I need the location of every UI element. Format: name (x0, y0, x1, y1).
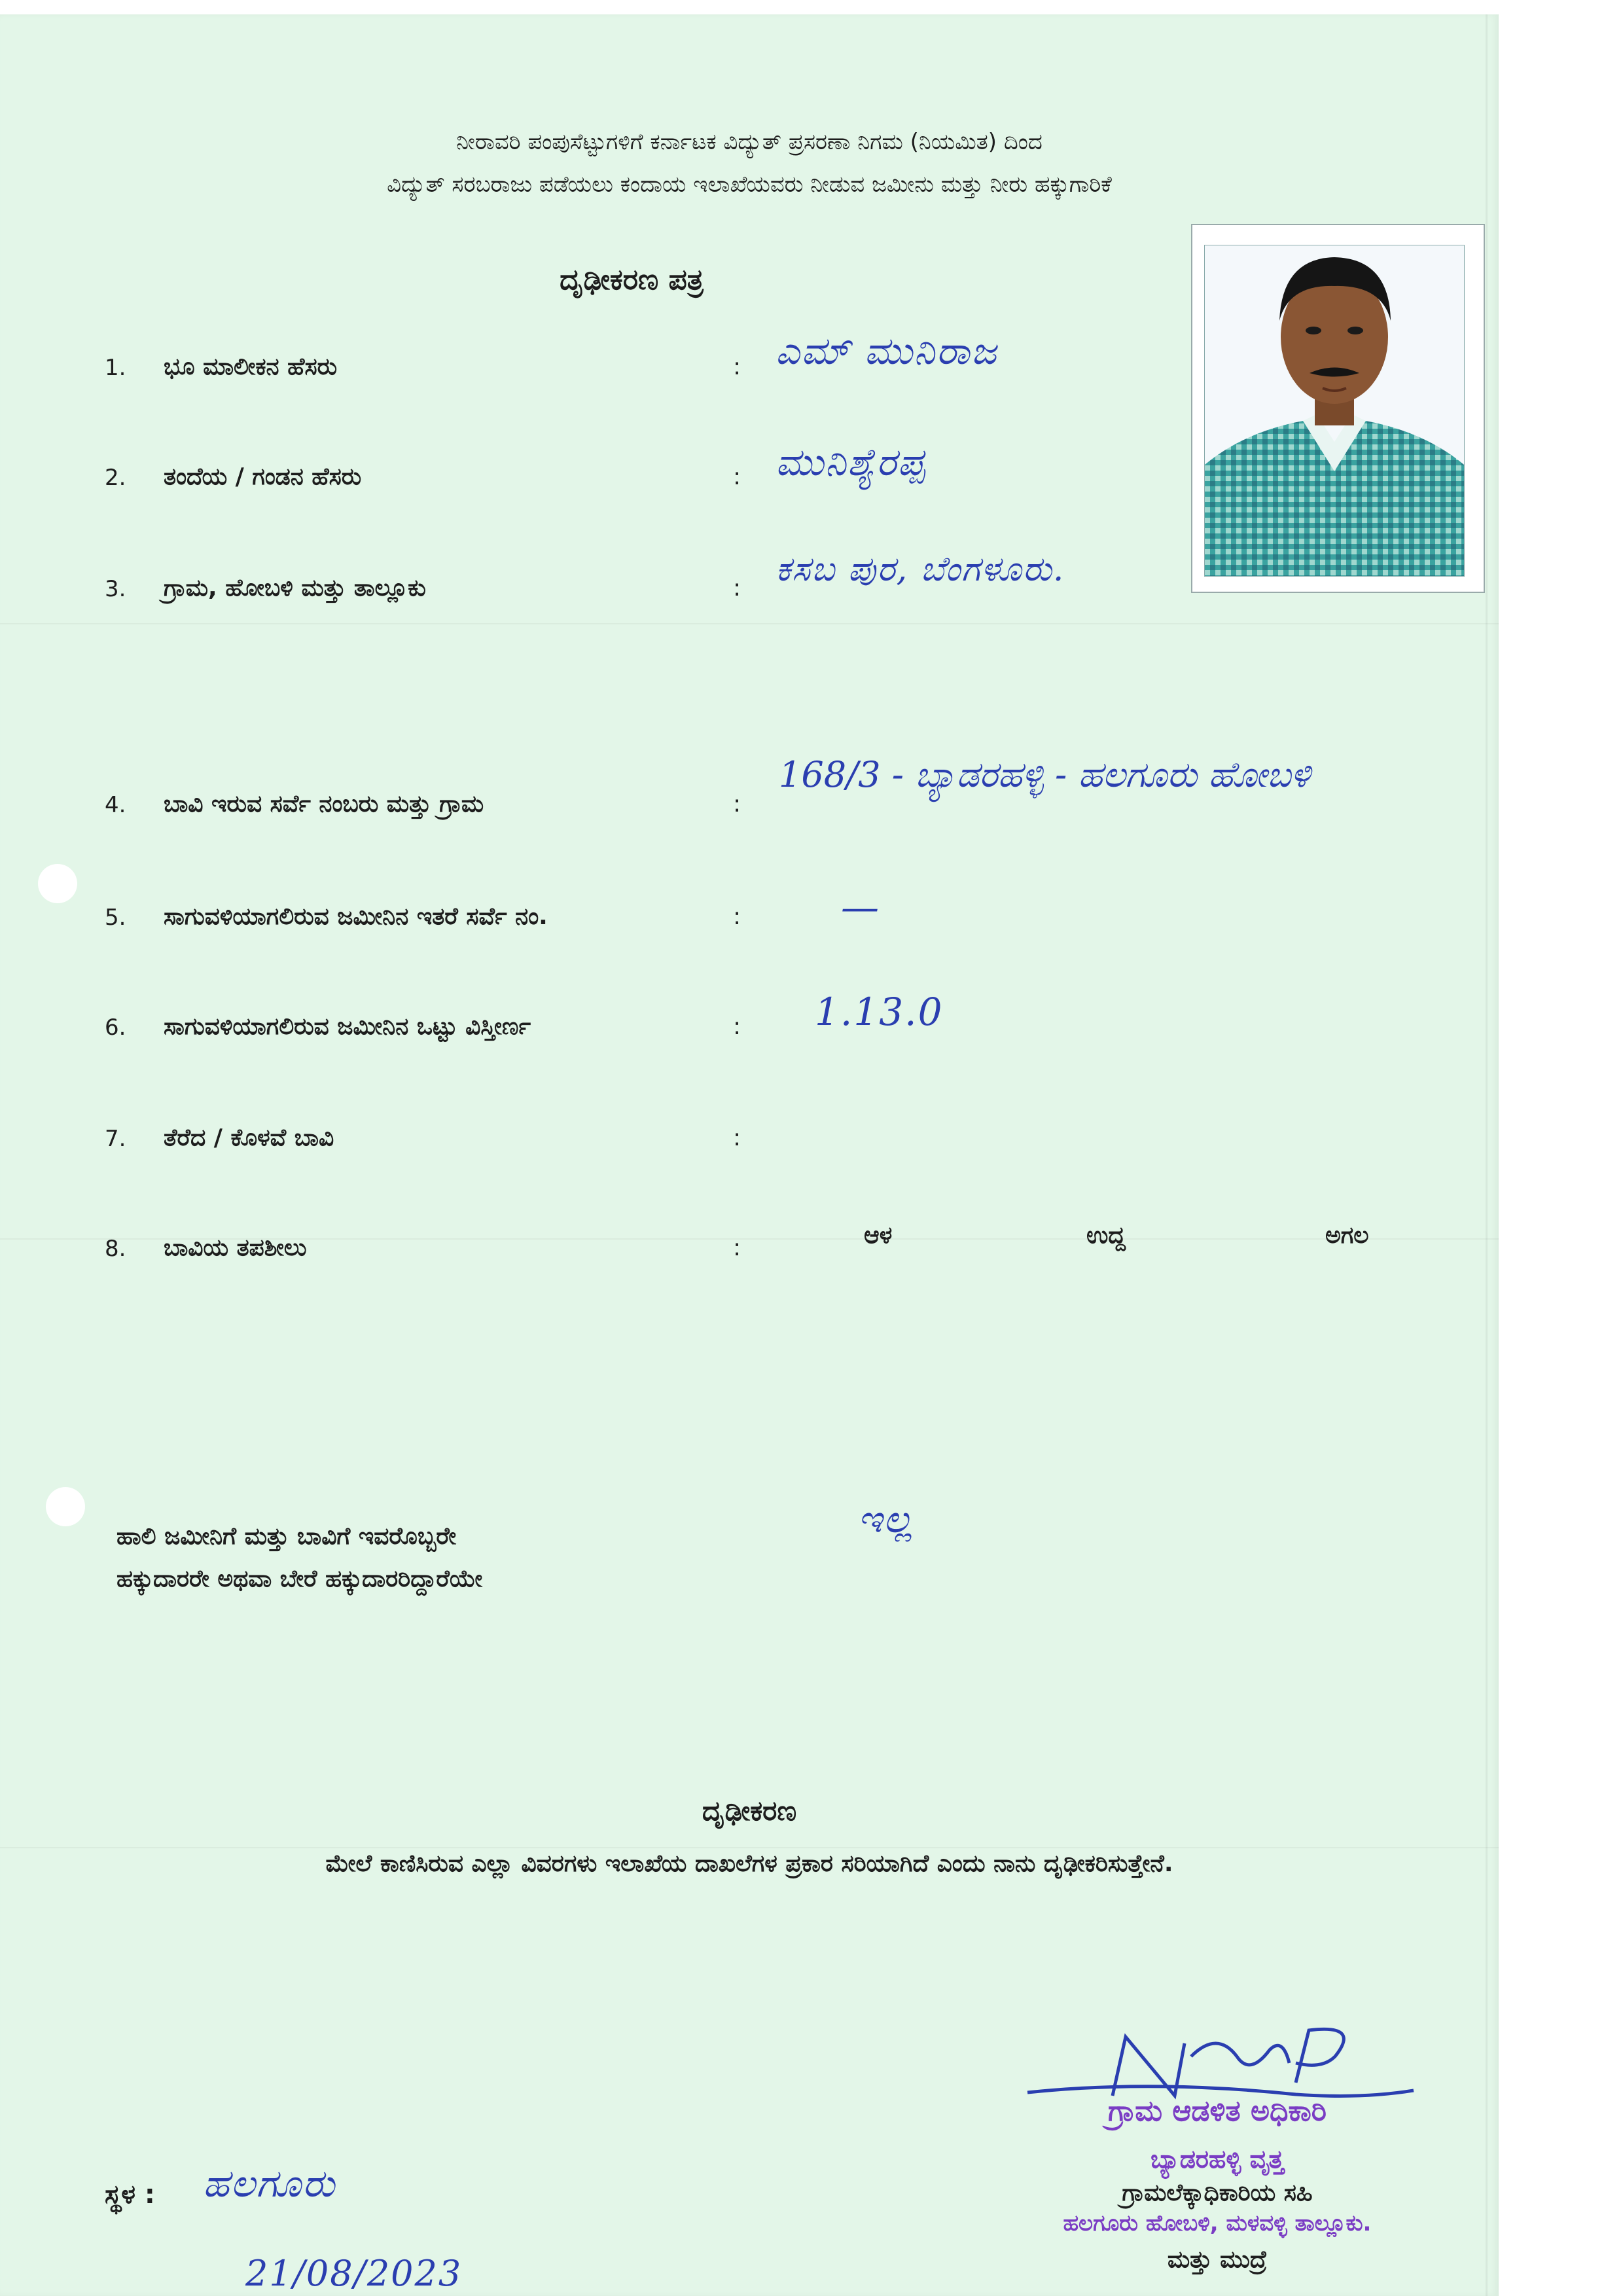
date-value: 21/08/2023 (245, 2253, 463, 2294)
colon: : (733, 463, 741, 490)
stamp-circle: ಬ್ಯಾಡರಹಳ್ಳಿ ವೃತ್ತ (1150, 2145, 1284, 2174)
owner-name-label: ಭೂ ಮಾಲೀಕನ ಹೆಸರು (164, 353, 338, 380)
well-depth-label: ಆಳ (864, 1222, 893, 1249)
place-value: ಹಲಗೂರು (203, 2161, 336, 2206)
row-number: 4. (105, 792, 126, 818)
village-value: ಕಸಬ ಪುರ, ಬೆಂಗಳೂರು. (776, 550, 1065, 589)
fold-line (1486, 14, 1488, 2296)
other-survey-value: — (841, 885, 880, 929)
colon: : (733, 1124, 741, 1151)
passport-photo (1191, 224, 1485, 593)
certification-title: ದೃಢೀಕರಣ (702, 1795, 797, 1827)
header-line-1: ನೀರಾವರಿ ಪಂಪುಸೆಟ್ಟುಗಳಿಗೆ ಕರ್ನಾಟಕ ವಿದ್ಯುತ್ ಪ್ರಸರಣಾ ನಿಗಮ (ನಿಯಮಿತ) ದಿಂದ (456, 129, 1043, 155)
fold-line (0, 623, 1499, 624)
colon: : (733, 575, 741, 601)
colon: : (733, 903, 741, 930)
row-number: 8. (105, 1236, 126, 1262)
stamp-office: ಹಲಗೂರು ಹೋಬಳಿ, ಮಳವಳ್ಳಿ ತಾಲ್ಲೂಕು. (1063, 2210, 1372, 2236)
total-area-value: 1.13.0 (815, 990, 944, 1034)
row-number: 1. (105, 355, 126, 381)
place-label: ಸ್ಥಳ : (105, 2179, 155, 2210)
owner-name-value: ಎಮ್ ಮುನಿರಾಜ (776, 329, 998, 373)
father-name-value: ಮುನಿಶ್ಯೆರಪ್ಪ (776, 440, 927, 484)
stamp-designation: ಗ್ರಾಮ ಆಡಳಿತ ಅಧಿಕಾರಿ (1107, 2094, 1327, 2128)
survey-number-value: 168/3 - ಬ್ಯಾಡರಹಳ್ಳಿ - ಹಲಗೂರು ಹೋಬಳಿ (779, 754, 1310, 795)
fold-line (0, 1847, 1499, 1848)
person-portrait (1205, 245, 1464, 576)
colon: : (733, 353, 741, 380)
colon: : (733, 791, 741, 817)
well-width-label: ಅಗಲ (1325, 1222, 1369, 1249)
signature-caption: ಗ್ರಾಮಲೆಕ್ಕಾಧಿಕಾರಿಯ ಸಹಿ (1122, 2179, 1313, 2206)
well-length-label: ಉದ್ದ (1086, 1222, 1126, 1249)
row-number: 7. (105, 1126, 126, 1152)
village-label: ಗ್ರಾಮ, ಹೋಬಳಿ ಮತ್ತು ತಾಲ್ಲೂಕು (164, 575, 426, 601)
row-number: 3. (105, 576, 126, 602)
punch-hole (46, 1487, 85, 1526)
well-details-label: ಬಾವಿಯ ತಪಶೀಲು (164, 1234, 307, 1261)
other-survey-label: ಸಾಗುವಳಿಯಾಗಲಿರುವ ಜಮೀನಿನ ಇತರೆ ಸರ್ವೆ ನಂ. (164, 903, 548, 930)
certification-text: ಮೇಲೆ ಕಾಣಿಸಿರುವ ಎಲ್ಲಾ ವಿವರಗಳು ಇಲಾಖೆಯ ದಾಖಲೆಗಳ ಪ್ರಕಾರ ಸರಿಯಾಗಿದೆ ಎಂದು ನಾನು ದೃಢೀಕರಿಸುತ್ತೇನೆ. (325, 1850, 1173, 1877)
row-number: 5. (105, 905, 126, 931)
colon: : (733, 1013, 741, 1040)
survey-number-label: ಬಾವಿ ಇರುವ ಸರ್ವೆ ನಂಬರು ಮತ್ತು ಗ್ರಾಮ (164, 791, 484, 817)
well-type-label: ತೆರೆದ / ಕೊಳವೆ ಬಾವಿ (164, 1124, 334, 1151)
heirs-question-line-1: ಹಾಲಿ ಜಮೀನಿಗೆ ಮತ್ತು ಬಾವಿಗೆ ಇವರೊಬ್ಬರೇ (116, 1523, 457, 1550)
total-area-label: ಸಾಗುವಳಿಯಾಗಲಿರುವ ಜಮೀನಿನ ಒಟ್ಟು ವಿಸ್ತೀರ್ಣ (164, 1013, 531, 1040)
heirs-question-line-2: ಹಕ್ಕುದಾರರೇ ಅಥವಾ ಬೇರೆ ಹಕ್ಕುದಾರರಿದ್ದಾರೆಯೇ (116, 1566, 483, 1592)
seal-caption: ಮತ್ತು ಮುದ್ರೆ (1167, 2246, 1268, 2273)
row-number: 6. (105, 1014, 126, 1041)
document-title: ದೃಢೀಕರಣ ಪತ್ರ (560, 263, 704, 296)
row-number: 2. (105, 465, 126, 491)
heirs-answer: ಇಲ್ಲ (857, 1497, 914, 1541)
document-sheet (0, 14, 1499, 2296)
colon: : (733, 1234, 741, 1261)
header-line-2: ವಿದ್ಯುತ್ ಸರಬರಾಜು ಪಡೆಯಲು ಕಂದಾಯ ಇಲಾಖೆಯವರು ನೀಡುವ ಜಮೀನು ಮತ್ತು ನೀರು ಹಕ್ಕುಗಾರಿಕೆ (387, 171, 1112, 198)
father-name-label: ತಂದೆಯ / ಗಂಡನ ಹೆಸರು (164, 463, 362, 490)
punch-hole (38, 864, 77, 903)
